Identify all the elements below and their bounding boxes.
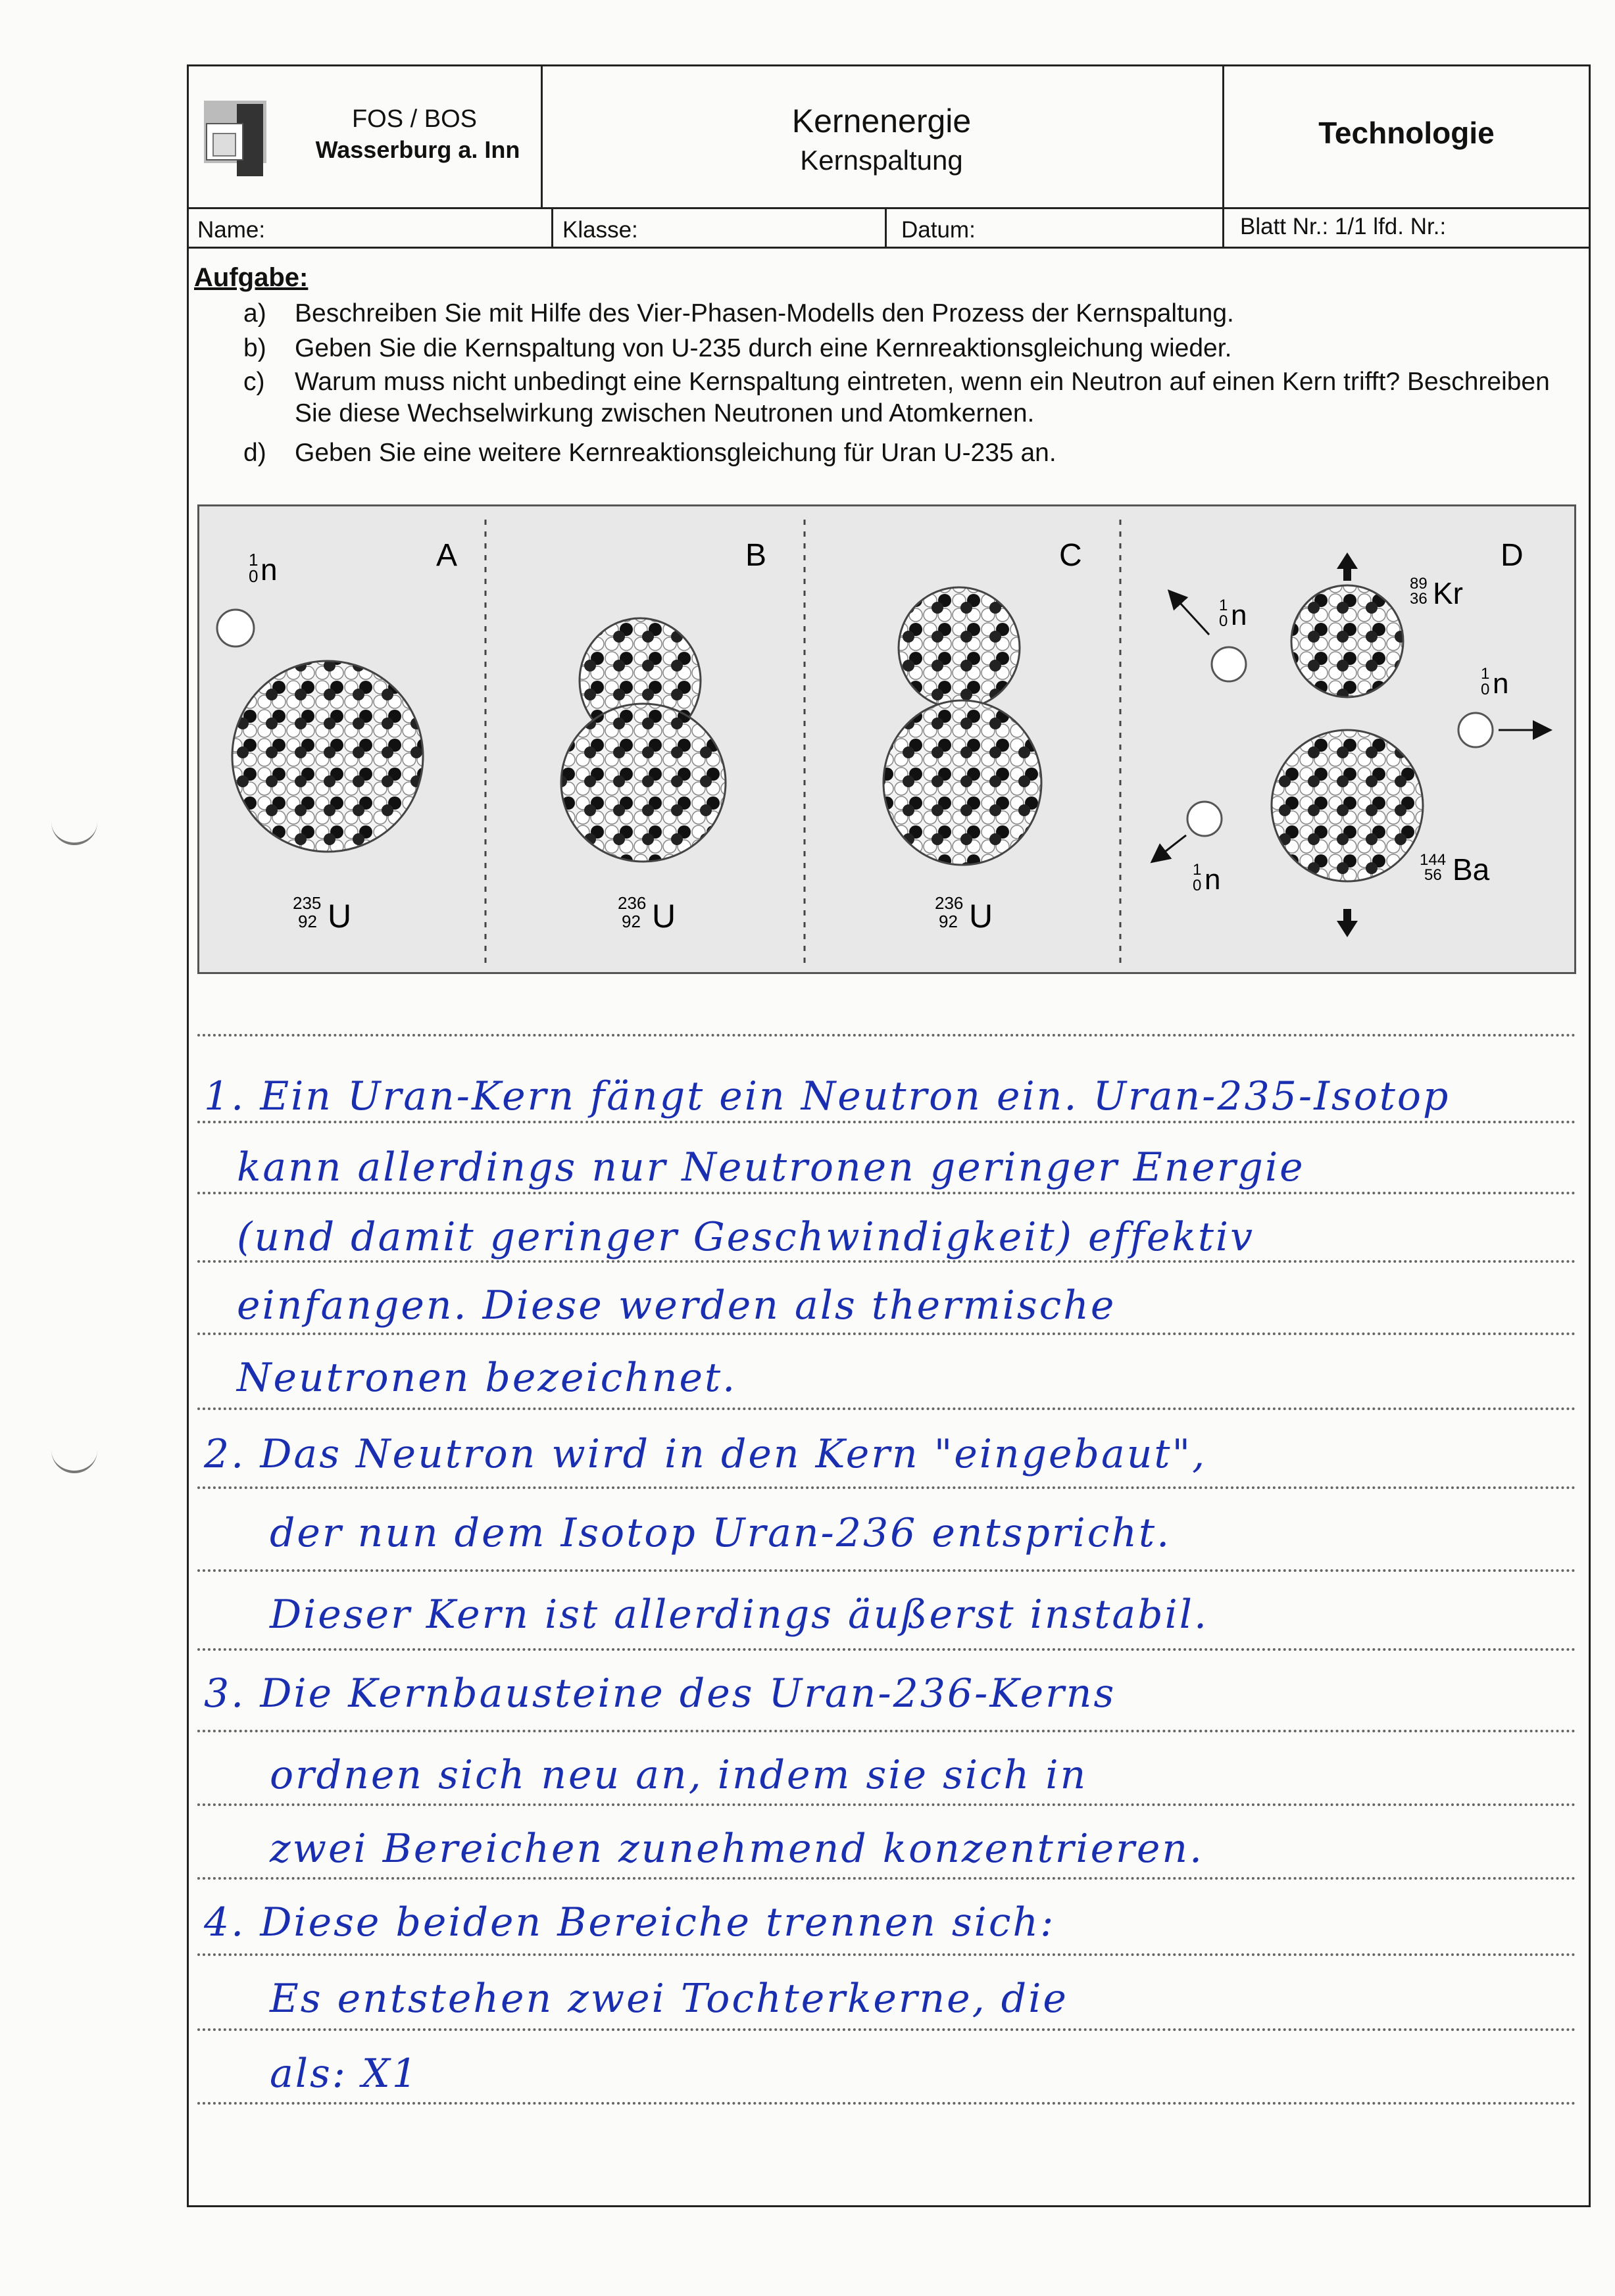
fission-figure	[197, 504, 1576, 974]
handwritten-line: ordnen sich neu an, indem sie sich in	[270, 1752, 1088, 1798]
ba-charge: 56	[1424, 866, 1442, 884]
handwritten-line: einfangen. Diese werden als thermische	[237, 1282, 1116, 1329]
emitted-neutron	[1187, 802, 1222, 836]
u235-mass: 235	[293, 893, 322, 913]
school-name: FOS / BOS	[351, 105, 478, 133]
kr-symbol: Kr	[1433, 576, 1463, 610]
task-text: Beschreiben Sie mit Hilfe des Vier-Phasen-Modells den Prozess der Kernspaltung.	[295, 299, 1234, 328]
u235-symbol: U	[328, 898, 352, 935]
handwritten-line: kann allerdings nur Neutronen geringer Energie	[237, 1144, 1305, 1190]
u235-charge: 92	[298, 912, 317, 931]
writing-line	[197, 1407, 1576, 1410]
kr-mass: 89	[1410, 575, 1428, 593]
writing-line	[197, 1569, 1576, 1572]
task-letter: b)	[243, 334, 266, 362]
neutron-arrow	[1156, 835, 1186, 858]
neutron-charge: 0	[1481, 681, 1490, 698]
handwritten-line: Neutronen bezeichnet.	[237, 1355, 737, 1401]
task-letter: c)	[243, 368, 265, 396]
writing-line	[197, 1332, 1576, 1335]
neutron-arrow	[1173, 595, 1209, 635]
emitted-neutron	[1458, 713, 1493, 747]
u235-nucleus	[232, 661, 423, 852]
task-text: Geben Sie eine weitere Kernreaktionsgleichung für Uran U-235 an.	[295, 439, 1056, 467]
writing-line	[197, 1648, 1576, 1651]
emitted-neutron	[1212, 647, 1246, 681]
date-label: Datum:	[901, 217, 976, 243]
info-separator	[885, 209, 887, 247]
writing-line	[197, 1730, 1576, 1732]
neutron-mass: 1	[249, 550, 259, 570]
handwritten-line: (und damit geringer Geschwindigkeit) effektiv	[237, 1214, 1255, 1260]
task-item	[243, 437, 1564, 469]
ba-symbol: Ba	[1453, 852, 1490, 887]
task-item	[243, 366, 1564, 429]
neutron-charge: 0	[249, 566, 259, 586]
incoming-neutron	[217, 610, 254, 647]
writing-line	[197, 1192, 1576, 1194]
punch-hole	[51, 819, 97, 845]
handwritten-line: als: X1	[270, 2051, 419, 2097]
u236-charge: 92	[622, 912, 641, 931]
handwritten-line: der nun dem Isotop Uran-236 entspricht.	[270, 1510, 1172, 1556]
page-subtitle: Kernspaltung	[800, 145, 963, 176]
class-label: Klasse:	[562, 217, 638, 243]
neutron-symbol: n	[1231, 599, 1247, 631]
name-label: Name:	[197, 217, 266, 243]
info-separator	[551, 209, 553, 247]
writing-line	[197, 2028, 1576, 2031]
barium-nucleus	[1272, 730, 1423, 881]
task-letter: a)	[243, 299, 266, 328]
handwritten-line: 4. Diese beiden Bereiche trennen sich:	[204, 1899, 1056, 1945]
u236-mass: 236	[618, 893, 647, 913]
writing-line	[197, 1803, 1576, 1806]
school-location: Wasserburg a. Inn	[315, 136, 520, 163]
task-text: Geben Sie die Kernspaltung von U-235 durch eine Kernreaktionsgleichung wieder.	[295, 334, 1232, 362]
u236-symbol: U	[969, 898, 993, 935]
task-letter: d)	[243, 439, 266, 467]
task-text: Warum muss nicht unbedingt eine Kernspaltung eintreten, wenn ein Neutron auf einen Kern trifft? Beschreiben Sie diese Wechselwirkung zwischen Neutronen und Atomkernen.	[295, 368, 1550, 427]
splitting-nucleus-lower	[883, 700, 1041, 865]
writing-line	[197, 1034, 1576, 1037]
school-logo	[197, 97, 276, 183]
u236-symbol: U	[652, 898, 676, 935]
neutron-symbol: n	[1493, 668, 1509, 700]
handwritten-line: 3. Die Kernbausteine des Uran-236-Kerns	[204, 1671, 1116, 1717]
u236-nucleus-lower	[561, 704, 726, 862]
four-phase-diagram	[199, 506, 1574, 972]
panel-label-c: C	[1059, 538, 1082, 573]
writing-line	[197, 1877, 1576, 1880]
punch-hole	[51, 1447, 97, 1473]
kr-charge: 36	[1410, 590, 1428, 608]
neutron-symbol: n	[1205, 864, 1221, 896]
neutron-mass: 1	[1193, 861, 1202, 879]
ba-direction-arrow	[1337, 909, 1358, 937]
writing-line	[197, 1121, 1576, 1123]
handwritten-line: zwei Bereichen zunehmend konzentrieren.	[270, 1826, 1205, 1872]
panel-label-d: D	[1501, 538, 1524, 573]
kr-direction-arrow	[1337, 552, 1358, 581]
splitting-nucleus-upper	[899, 587, 1020, 708]
ba-mass: 144	[1420, 851, 1447, 869]
writing-line	[197, 2102, 1576, 2105]
task-heading: Aufgabe:	[194, 263, 309, 292]
writing-line	[197, 1260, 1576, 1263]
neutron-symbol: n	[261, 552, 278, 587]
writing-line	[197, 1953, 1576, 1956]
neutron-mass: 1	[1219, 597, 1228, 614]
neutron-mass: 1	[1481, 665, 1490, 683]
u236-charge: 92	[939, 912, 958, 931]
u236-mass: 236	[935, 893, 964, 913]
task-item	[243, 298, 1564, 330]
subject-label: Technologie	[1318, 116, 1495, 150]
handwritten-line: 1. Ein Uran-Kern fängt ein Neutron ein. Uran-235-Isotop	[204, 1073, 1451, 1119]
writing-line	[197, 1486, 1576, 1489]
neutron-charge: 0	[1193, 877, 1202, 894]
handwritten-line: Dieser Kern ist allerdings äußerst instabil.	[270, 1592, 1209, 1638]
panel-label-b: B	[745, 538, 767, 573]
info-row-divider	[187, 247, 1591, 249]
krypton-nucleus	[1291, 585, 1403, 697]
header-divider	[187, 207, 1591, 209]
task-item	[243, 333, 1564, 364]
handwritten-line: 2. Das Neutron wird in den Kern "eingebaut",	[204, 1431, 1207, 1477]
neutron-charge: 0	[1219, 612, 1228, 630]
panel-label-a: A	[436, 538, 458, 573]
sheet-number-label: Blatt Nr.: 1/1 lfd. Nr.:	[1240, 214, 1447, 239]
page-title: Kernenergie	[791, 103, 972, 139]
handwritten-line: Es entstehen zwei Tochterkerne, die	[270, 1976, 1068, 2022]
